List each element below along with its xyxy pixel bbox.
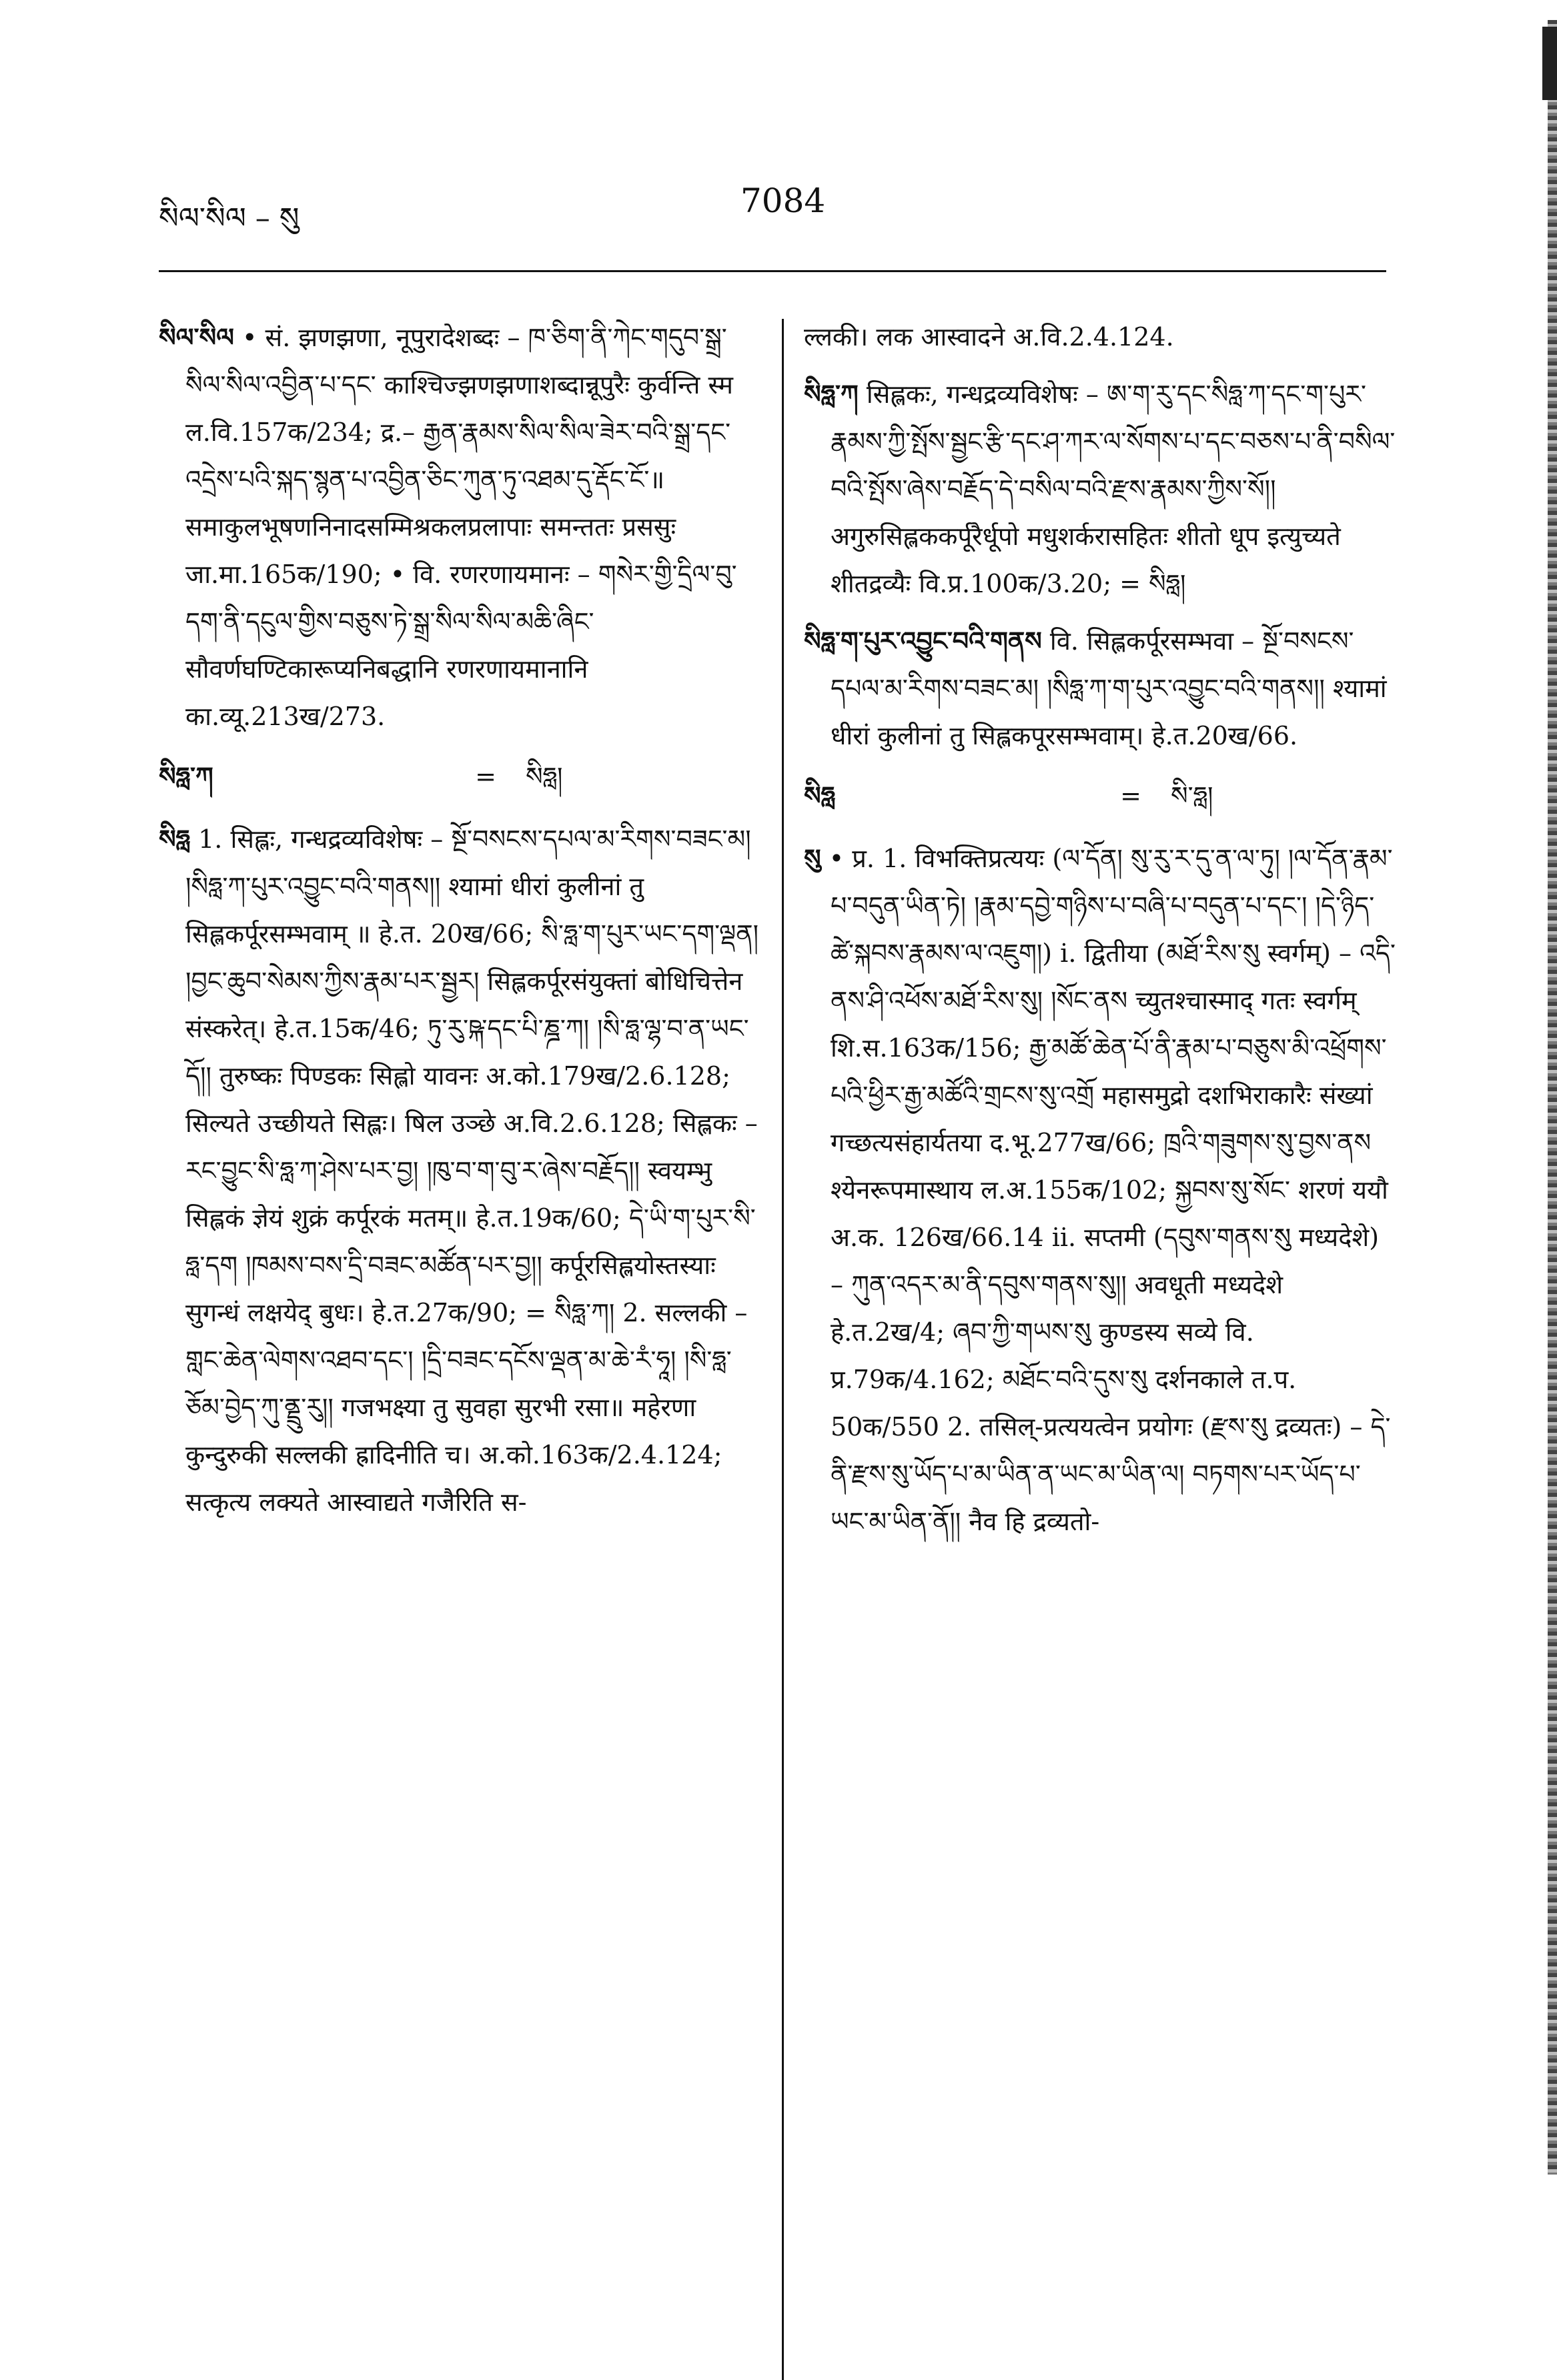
entry-body: • प्र. 1. विभक्तिप्रत्ययः (ལ་དོན། སུ་རུ་ར་དུ་ན་ལ་ཏུ། །ལ་དོན་རྣམ་པ་བདུན་ཡིན་ཏེ། །རྣམ་དབྱེ་གཉིས་པ་བཞི་པ་བདུན་པ་དང་། །དེ་ཉིད་ཚེ་སྐབས་རྣམས་ལ་འཇུག།) i. द्वितीया (མཐོ་རིས་སུ स्वर्गम्) – འདི་ནས་ཤི་འཕོས་མཐོ་རིས་སུ། །སོང་ནས च्युतश्चास्माद् गतः स्वर्गम् शि.स.163क/156; རྒྱ་མཚོ་ཆེན་པོ་ནི་རྣམ་པ་བཅུས་མི་འཕྲོགས་པའི་ཕྱིར་རྒྱ་མཚོའི་གྲངས་སུ་འགྲོ महासमुद्रो दशभिराकारैः संख्यां गच्छत्यसंहार्यतया द.भू.277ख/66; ཁྲའི་གཟུགས་སུ་བྱས་ནས श्येनरूपमास्थाय ल.अ.155क/102; སྐྱབས་སུ་སོང་ शरणं ययौ अ.क. 126ख/66.14 ii. सप्तमी (དབུས་གནས་སུ मध्यदेशे) – ཀུན་འདར་མ་ནི་དབུས་གནས་སུ།། अवधूती मध्यदेशे हे.त.2ख/4; ཞབ་ཀྱི་གཡས་སུ कुण्डस्य सव्ये वि. प्र.79क/4.162; མཐོང་བའི་དུས་སུ दर्शनकाले त.प. 50क/550 2. तसिल्-प्रत्ययत्वेन प्रयोगः (རྫས་སུ द्रव्यतः) – དེ་ནི་རྫས་སུ་ཡོད་པ་མ་ཡིན་ན་ཡང་མ་ཡིན་ལ། བཏགས་པར་ཡོད་པ་ཡང་མ་ཡིན་ནོ།། नैव हि द्रव्यतो- xyxy=(829,844,1396,1536)
entry-body: सिह्लकः, गन्धद्रव्यविशेषः – ཨ་ག་རུ་དང་སིཧླ་ཀ་དང་ག་པུར་རྣམས་ཀྱི་སྤོས་སྦྱང་རྩི་དང་ཤ་ཀར་ལ་སོགས་པ་དང་བཅས་པ་ནི་བསིལ་བའི་སྤོས་ཞེས་བརྗོད་དེ་བསིལ་བའི་རྫས་རྣམས་ཀྱིས་སོ།། अगुरुसिह्लककर्पूरैर्धूपो मधुशर्करासहितः शीतो धूप इत्युच्यते शीतद्रव्यैः वि.प्र.100क/3.20; = སིཧླ། xyxy=(831,380,1396,598)
left-column xyxy=(159,314,759,1536)
page-edge-mark xyxy=(1542,27,1557,100)
page-number: 7084 xyxy=(740,181,826,220)
cross-reference-target: སི་ཧླ། xyxy=(1171,781,1213,810)
page-edge xyxy=(1548,20,1557,2175)
cross-reference-target: སིཧླ། xyxy=(526,762,563,791)
dictionary-entry xyxy=(804,617,1398,760)
entry-headword: སིལ་སིལ xyxy=(159,322,234,352)
cross-reference-headword: སིཧླ་ཀ xyxy=(159,761,213,791)
dictionary-entry-continuation xyxy=(804,314,1398,361)
right-column xyxy=(804,314,1398,1555)
equals-sign: = xyxy=(1120,781,1141,810)
entry-headword: སུ xyxy=(804,843,821,873)
entry-body: वि. सिह्लकर्पूरसम्भवा – སྔོ་བསངས་དཔལ་མ་རིགས་བཟང་མ། །སིཧླ་ཀ་ག་པུར་འབྱུང་བའི་གནས།། श्यामां धीरां कुलीनां तु सिह्लकपूरसम्भवाम्। हे.त.20ख/66. xyxy=(831,626,1387,750)
equals-sign: = xyxy=(475,762,496,791)
dictionary-entry xyxy=(159,815,759,1526)
running-header-range: སིལ་སིལ – སུ xyxy=(159,201,300,235)
dictionary-entry xyxy=(159,314,759,740)
entry-body: • सं. झणझणा, नूपुरादेशब्दः – ཁ་ཅིག་ནི་ཀེང་གདུབ་སྒྲ་སིལ་སིལ་འབྱིན་པ་དང་ काश्चिज्झणझणाशब्दान्नूपुरैः कुर्वन्ति स्म ल.वि.157क/234; द्र.– རྒྱན་རྣམས་སིལ་སིལ་ཟེར་བའི་སྒྲ་དང་འདྲེས་པའི་སྐད་སྙན་པ་འབྱིན་ཅིང་ཀུན་ཏུ་འཐམ་དུ་རྡོང་ངོ་॥ समाकुलभूषणनिनादसम्मिश्रकलप्रलापाः समन्ततः प्रससुः जा.मा.165क/190; • वि. रणरणायमानः – གསེར་གྱི་དྲིལ་བུ་དག་ནི་དངུལ་གྱིས་བཅུས་ཏེ་སྒྲ་སིལ་སིལ་མཆི་ཞིང་ सौवर्णघण्टिकारूप्यनिबद्धानि रणरणायमानानि का.व्यू.213ख/273. xyxy=(185,323,737,731)
entry-body: 1. सिह्लः, गन्धद्रव्यविशेषः – སྔོ་བསངས་དཔལ་མ་རིགས་བཟང་མ། །སིཧླ་ཀ་པུར་འབྱུང་བའི་གནས།། श्यामां धीरां कुलीनां तु सिह्लकर्पूरसम्भवाम् ॥ हे.त. 20ख/66; སི་ཧླ་ག་པུར་ཡང་དག་ལྡན། །བྱང་ཆུབ་སེམས་ཀྱིས་རྣམ་པར་སྦྱར། सिह्लकर्पूरसंयुक्तां बोधिचित्तेन संस्करेत्। हे.त.15क/46; ཏུ་རུ་ཥྐ་དང་པི་ཎྜ་ཀ། །སི་ཧླ་ལྷ་བ་ན་ཡང་དོ།། तुरुष्कः पिण्डकः सिह्लो यावनः अ.को.179ख/2.6.128; सिल्यते उच्छीयते सिह्लः। षिल उञ्छे अ.वि.2.6.128; सिह्लकः – རང་བྱུང་སི་ཧླ་ཀ་ཤེས་པར་བྱ། །ཁུ་བ་ག་བུ་ར་ཞེས་བརྗོད།། स्वयम्भु सिह्लकं ज्ञेयं शुक्रं कर्पूरकं मतम्॥ हे.त.19क/60; དེ་ཡི་ག་པུར་སི་ཧླ་དག །ཁམས་བས་དྲི་བཟང་མཚོན་པར་བྱ།། कर्पूरसिह्लयोस्तस्याः सुगन्धं लक्षयेद् बुधः। हे.त.27क/90; = སིཧླ་ཀ། 2. सल्लकी – གླང་ཆེན་ལེགས་འཐབ་དང་། །དྲི་བཟང་དངོས་ལྡན་མ་ཆེ་རཾ་ཧཱ། །སི་ཧླ་ཅོམ་བྱེད་ཀུ་ནྡྲུ་རུ།། गजभक्ष्या तु सुवहा सुरभी रसा॥ महेरणा कुन्दुरुकी सल्लकी ह्रादिनीति च। अ.को.163क/2.4.124; सत्कृत्य लक्यते आस्वाद्यते गजैरिति स- xyxy=(185,824,759,1517)
dictionary-entry xyxy=(804,834,1398,1546)
entry-headword: སིཧླ་ག་པུར་འབྱུང་བའི་གནས xyxy=(804,626,1042,656)
entry-headword: སིཧླ་ཀ xyxy=(804,379,859,409)
cross-reference-entry xyxy=(159,752,759,800)
column-divider xyxy=(782,319,784,2380)
dictionary-entry xyxy=(804,370,1398,608)
entry-headword: སིཧླ xyxy=(159,824,191,854)
header-rule xyxy=(159,270,1386,272)
entry-body: ल्लकी। लक आस्वादने अ.वि.2.4.124. xyxy=(804,322,1174,352)
cross-reference-headword: སིཧླ xyxy=(804,780,836,810)
cross-reference-entry xyxy=(804,772,1398,820)
